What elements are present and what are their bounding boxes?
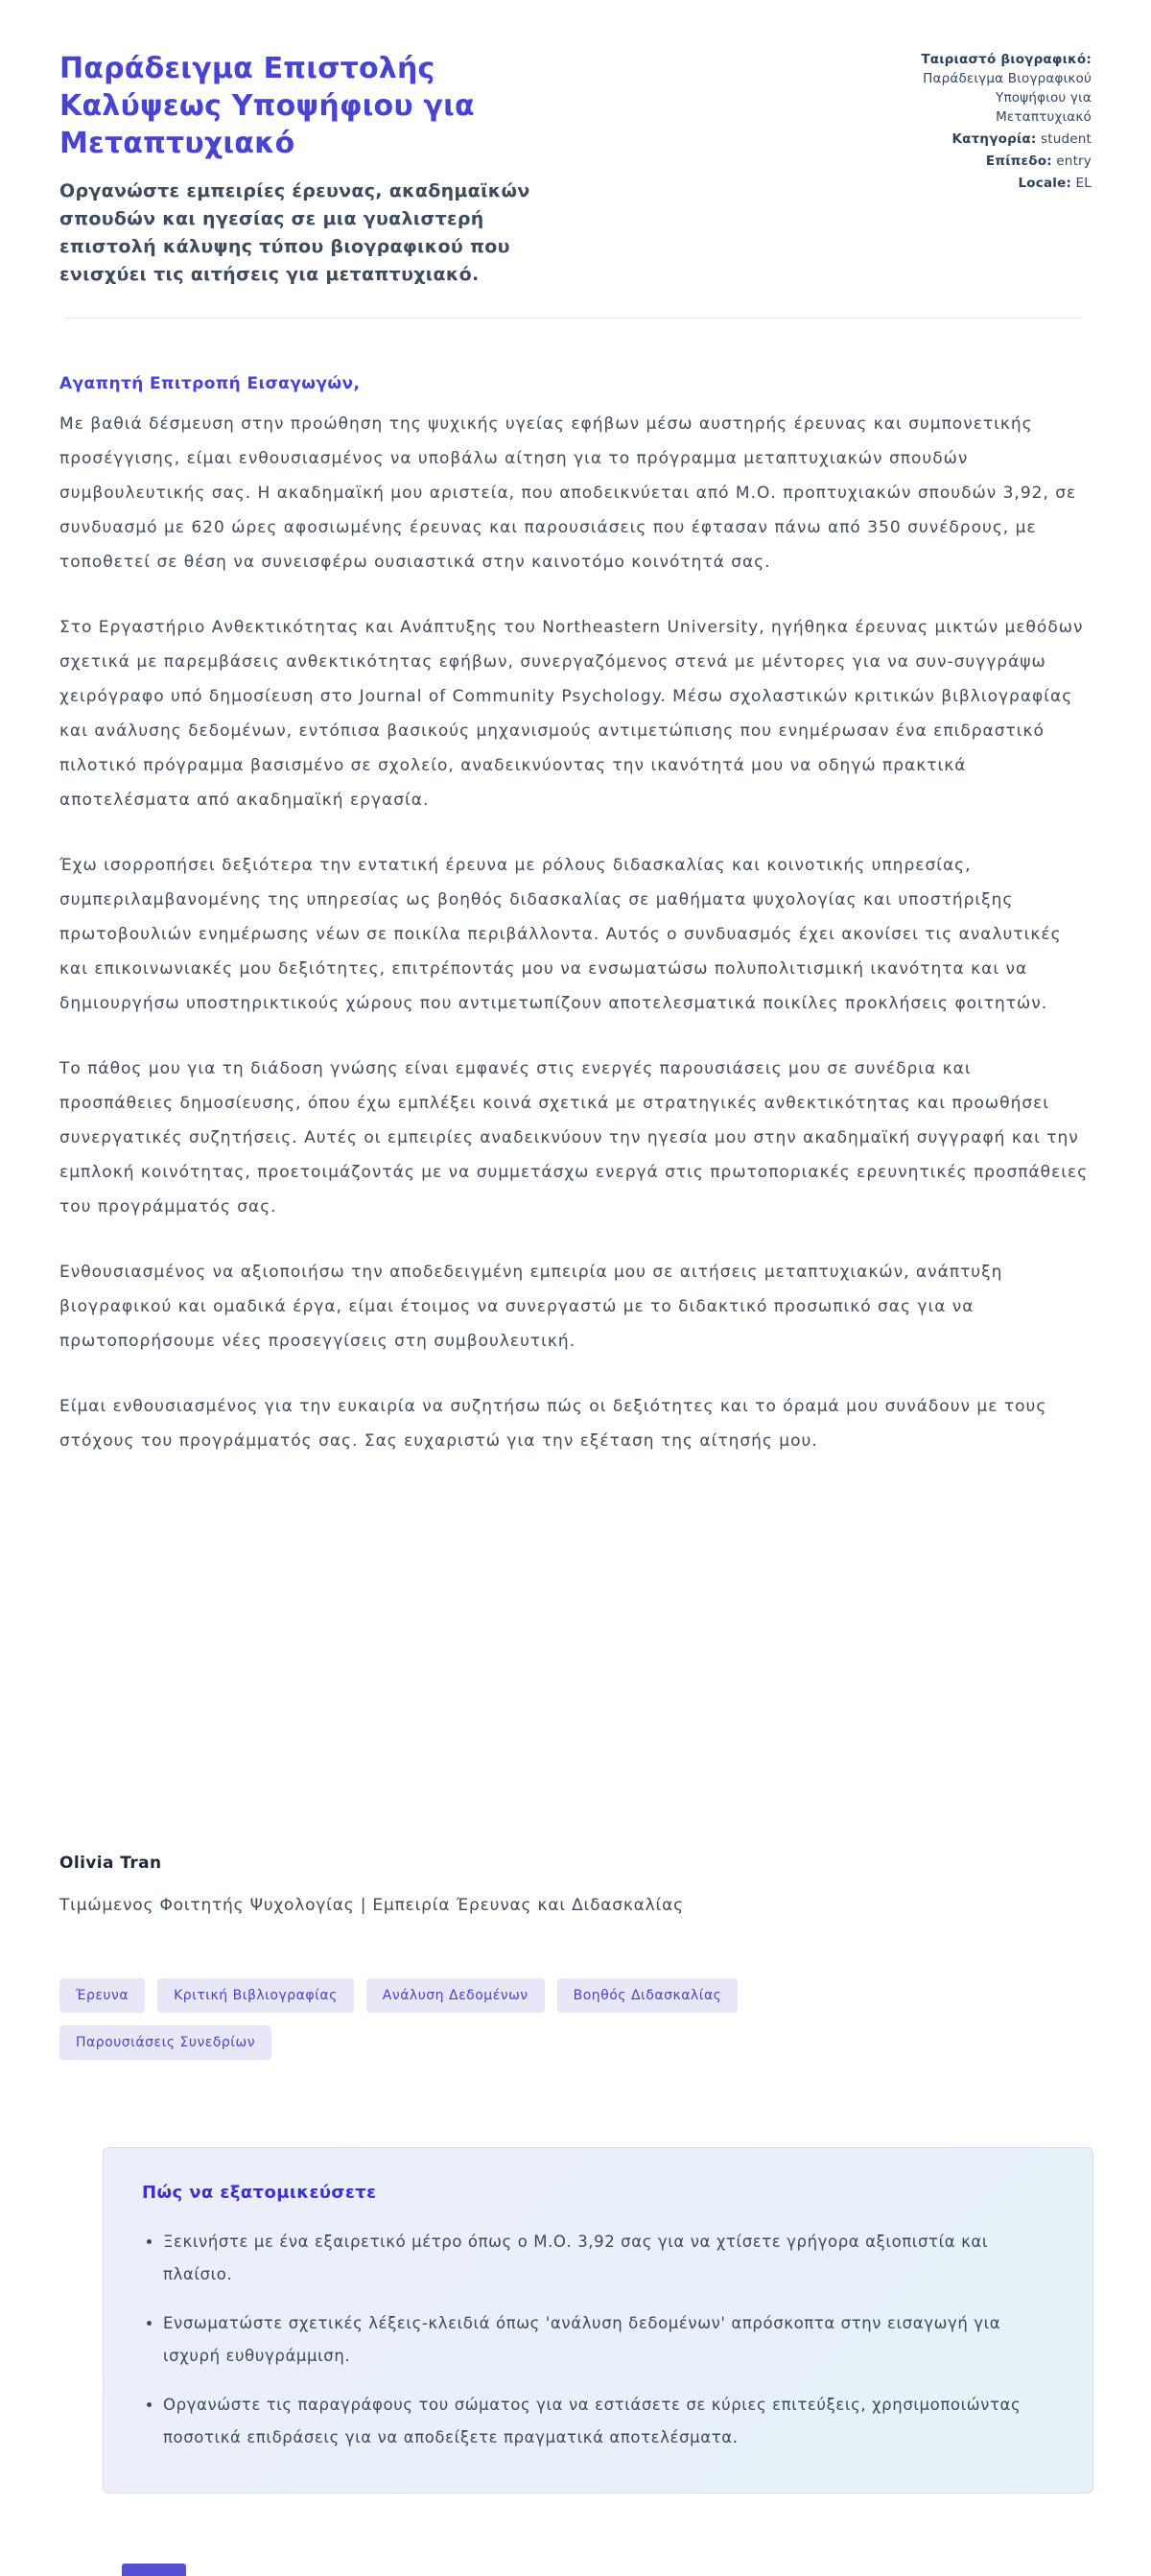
example-metadata	[900, 50, 1092, 289]
letter-paragraph: Με βαθιά δέσμευση στην προώθηση της ψυχικής υγείας εφήβων μέσω αυστηρής έρευνας και συμπονετικής προσέγγισης, είμαι ενθουσιασμένος να υποβάλω αίτηση για το πρόγραμμα μεταπτυχιακών σπουδών συμβουλευτικής σας. Η ακαδημαϊκή μου αριστεία, που αποδεικνύεται από Μ.Ο. προπτυχιακών σπουδών 3,92, σε συνδυασμό με 620 ώρες αφοσιωμένης έρευνας και παρουσιάσεις που έφτασαν πάνω από 350 συνέδρους, με τοποθετεί σε θέση να συνεισφέρω ουσιαστικά στην καινοτόμο κοινότητά σας.	[59, 414, 1077, 572]
page-subtitle: Οργανώστε εμπειρίες έρευνας, ακαδημαϊκών σπουδών και ηγεσίας σε μια γυαλιστερή επιστολή κάλυψης τύπου βιογραφικού που ενισχύει τις αιτήσεις για μεταπτυχιακό.	[59, 180, 530, 285]
meta-level	[900, 152, 1092, 171]
meta-label: Επίπεδο:	[985, 154, 1052, 169]
tips-heading: Πώς να εξατομικεύσετε	[142, 2183, 377, 2203]
letter-salutation: Αγαπητή Επιτροπή Εισαγωγών,	[59, 374, 361, 393]
tag-literature-review: Κριτική Βιβλιογραφίας	[157, 1978, 354, 2013]
tip-item: • Ξεκινήστε με ένα εξαιρετικό μέτρο όπως ο Μ.Ο. 3,92 σας για να χτίσετε γρήγορα αξιοπιστία και πλαίσιο.	[163, 2226, 1054, 2291]
meta-value: student	[1036, 131, 1092, 147]
meta-matching-resume	[900, 50, 1092, 127]
meta-label: Locale:	[1018, 176, 1072, 191]
tag-conference-presentations: Παρουσιάσεις Συνεδρίων	[59, 2025, 271, 2060]
meta-label: Κατηγορία:	[951, 131, 1037, 147]
letter-paragraph: Ενθουσιασμένος να αξιοποιήσω την αποδεδειγμένη εμπειρία μου σε αιτήσεις μεταπτυχιακών, ανάπτυξη βιογραφικού και ομαδικά έργα, είμαι έτοιμος να συνεργαστώ με το διδακτικό προσωπικό σας για να πρωτοπορήσουμε νέες προσεγγίσεις στη συμβουλευτική.	[59, 1263, 1003, 1351]
clipped-bottom-element	[122, 2564, 186, 2576]
tip-item: • Οργανώστε τις παραγράφους του σώματος για να εστιάσετε σε κύριες επιτεύξεις, χρησιμοποιώντας ποσοτικά επιδράσεις για να αποδείξετε πραγματικά αποτελέσματα.	[163, 2389, 1054, 2454]
signature-block	[59, 1854, 1092, 1915]
tag-teaching-assistant: Βοηθός Διδασκαλίας	[557, 1978, 739, 2013]
letter-body	[59, 374, 1092, 1458]
signature-title: Τιμώμενος Φοιτητής Ψυχολογίας | Εμπειρία Έρευνας και Διδασκαλίας	[59, 1896, 684, 1915]
letter-paragraph: Είμαι ενθουσιασμένος για την ευκαιρία να συζητήσω πώς οι δεξιότητες και το όραμά μου συνάδουν με τους στόχους του προγράμματός σας. Σας ευχαριστώ για την εξέταση της αίτησής μου.	[59, 1397, 1047, 1451]
header-title-block	[59, 50, 577, 289]
letter-paragraph: Το πάθος μου για τη διάδοση γνώσης είναι εμφανές στις ενεργές παρουσιάσεις μου σε συνέδρια και προσπάθειες δημοσίευσης, όπου έχω εμπλέξει κοινά σχετικά με στρατηγικές ανθεκτικότητας και προωθήσει συνεργατικές συζητήσεις. Αυτές οι εμπειρίες αναδεικνύουν την ηγεσία μου στην ακαδημαϊκή συγγραφή και την εμπλοκή κοινότητας, προετοιμάζοντάς με να συμμετάσχω ενεργά στις πρωτοποριακές ερευνητικές προσπάθειες του προγράμματός σας.	[59, 1059, 1089, 1217]
keyword-tags	[59, 1978, 884, 2060]
letter-paragraph: Έχω ισορροπήσει δεξιότερα την εντατική έρευνα με ρόλους διδασκαλίας και κοινοτικής υπηρεσίας, συμπεριλαμβανομένης της υπηρεσίας ως βοηθός διδασκαλίας σε μαθήματα ψυχολογίας και υποστήριξης πρωτοβουλιών ενημέρωσης νέων σε ποικίλα περιβάλλοντα. Αυτός ο συνδυασμός έχει ακονίσει τις αναλυτικές και επικοινωνιακές μου δεξιότητες, επιτρέποντάς μου να ενσωματώσω πολυπολιτισμική ικανότητα και να δημιουργήσω υποστηρικτικούς χώρους που αντιμετωπίζουν αποτελεσματικά ποικίλες προκλήσεις φοιτητών.	[59, 856, 1062, 1013]
meta-label: Ταιριαστό βιογραφικό:	[921, 52, 1092, 67]
tag-data-analysis: Ανάλυση Δεδομένων	[366, 1978, 545, 2013]
tips-list	[142, 2226, 1054, 2454]
meta-value: entry	[1051, 154, 1092, 169]
page-header	[59, 50, 1092, 289]
meta-locale	[900, 174, 1092, 193]
page-title: Παράδειγμα Επιστολής Καλύψεως Υποψήφιου για Μεταπτυχιακό	[59, 52, 475, 160]
meta-value: EL	[1071, 176, 1092, 191]
meta-category	[900, 130, 1092, 149]
signature-name: Olivia Tran	[59, 1854, 162, 1873]
customization-tips-box	[103, 2147, 1093, 2493]
content-container	[59, 0, 1092, 1458]
header-divider	[65, 318, 1082, 319]
letter-paragraph: Στο Εργαστήριο Ανθεκτικότητας και Ανάπτυξης του Northeastern University, ηγήθηκα έρευνας μικτών μεθόδων σχετικά με παρεμβάσεις ανθεκτικότητας εφήβων, συνεργαζόμενος στενά με μέντορες για να συν-συγγράψω χειρόγραφο υπό δημοσίευση στο Journal of Community Psychology. Μέσω σχολαστικών κριτικών βιβλιογραφίας και ανάλυσης δεδομένων, εντόπισα βασικούς μηχανισμούς αντιμετώπισης που ενημέρωσαν ένα επιδραστικό πιλοτικό πρόγραμμα βασισμένο σε σχολείο, αναδεικνύοντας την ικανότητά μου να οδηγώ πρακτικά αποτελέσματα από ακαδημαϊκή εργασία.	[59, 618, 1084, 810]
meta-value: Παράδειγμα Βιογραφικού Υποψήφιου για Μεταπτυχιακό	[923, 71, 1092, 125]
tip-item: • Ενσωματώστε σχετικές λέξεις-κλειδιά όπως 'ανάλυση δεδομένων' απρόσκοπτα στην εισαγωγή για ισχυρή ευθυγράμμιση.	[163, 2307, 1054, 2373]
tag-research: Έρευνα	[59, 1978, 145, 2013]
